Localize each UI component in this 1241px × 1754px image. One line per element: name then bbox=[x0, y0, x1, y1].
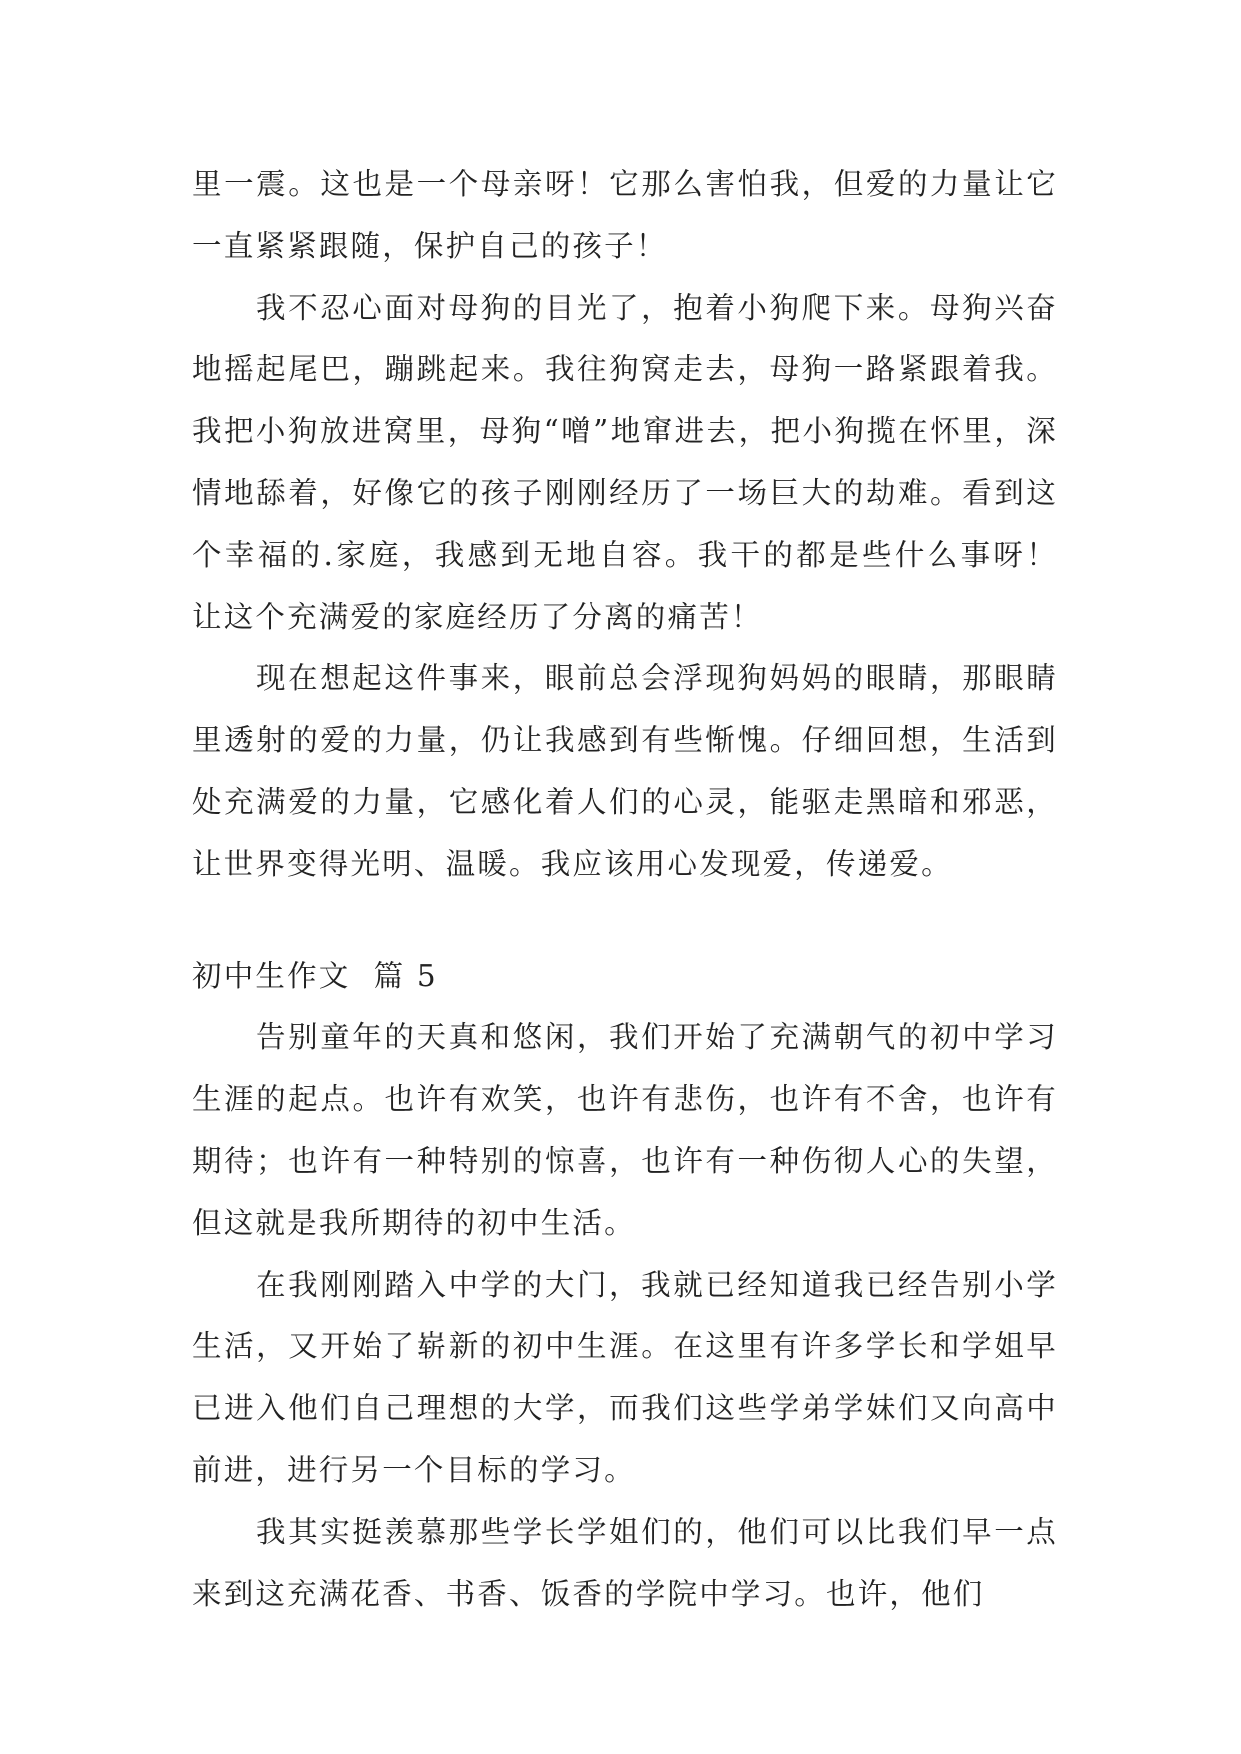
paragraph-reflection: 现在想起这件事来，眼前总会浮现狗妈妈的眼睛，那眼睛里透射的爱的力量，仍让我感到有些惭愧。仔细回想，生活到处充满爱的力量，它感化着人们的心灵，能驱走黑暗和邪恶，让世界变得光明、温暖。我应该用心发现爱，传递爱。 bbox=[192, 661, 1058, 881]
section-heading: 初中生作文 篇 5 bbox=[192, 958, 438, 993]
paragraph-entering-middle-school: 在我刚刚踏入中学的大门，我就已经知道我已经告别小学生活，又开始了崭新的初中生涯。在这里有许多学长和学姐早已进入他们自己理想的大学，而我们这些学弟学妹们又向高中前进，进行另一个目标的学习。 bbox=[192, 1267, 1058, 1487]
document-body bbox=[192, 154, 1058, 1625]
paragraph-farewell-childhood: 告别童年的天真和悠闲，我们开始了充满朝气的初中学习生涯的起点。也许有欢笑，也许有悲伤，也许有不舍，也许有期待；也许有一种特别的惊喜，也许有一种伤彻人心的失望，但这就是我所期待的初中生活。 bbox=[192, 1020, 1058, 1240]
paragraph-envy-seniors: 我其实挺羡慕那些学长学姐们的，他们可以比我们早一点来到这充满花香、书香、饭香的学院中学习。也许，他们 bbox=[192, 1514, 1058, 1611]
paragraph-continued: 里一震。这也是一个母亲呀！它那么害怕我，但爱的力量让它一直紧紧跟随，保护自己的孩子！ bbox=[192, 167, 1058, 263]
paragraph-mother-dog: 我不忍心面对母狗的目光了，抱着小狗爬下来。母狗兴奋地摇起尾巴，蹦跳起来。我往狗窝走去，母狗一路紧跟着我。我把小狗放进窝里，母狗“噌”地窜进去，把小狗揽在怀里，深情地舔着，好像它的孩子刚刚经历了一场巨大的劫难。看到这个幸福的.家庭，我感到无地自容。我干的都是些什么事呀！让这个充满爱的家庭经历了分离的痛苦！ bbox=[192, 290, 1058, 634]
